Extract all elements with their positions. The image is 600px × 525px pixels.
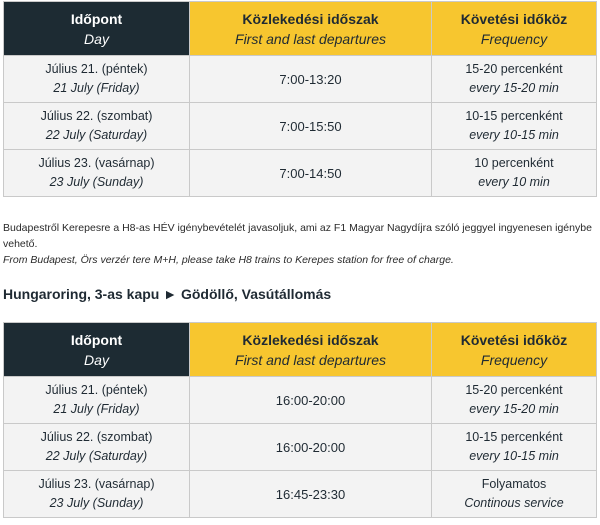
header-day-hu: Időpont xyxy=(70,10,123,27)
frequency-en: every 10-15 min xyxy=(469,449,559,463)
day-cell xyxy=(4,103,190,150)
day-en: 21 July (Friday) xyxy=(53,81,140,95)
day-cell xyxy=(4,377,190,424)
time-cell: 7:00-15:50 xyxy=(190,103,432,150)
frequency-hu: 10-15 percenként xyxy=(465,109,563,123)
frequency-hu: Folyamatos xyxy=(481,477,547,491)
route-heading: Hungaroring, 3-as kapu ► Gödöllő, Vasútállomás xyxy=(3,286,332,302)
frequency-hu: 15-20 percenként xyxy=(465,383,563,397)
header-day-hu: Időpont xyxy=(70,331,123,348)
frequency-en: every 15-20 min xyxy=(469,81,559,95)
day-hu: Július 23. (vasárnap) xyxy=(38,477,155,491)
time-cell: 16:45-23:30 xyxy=(190,471,432,518)
day-cell xyxy=(4,471,190,518)
day-cell xyxy=(4,56,190,103)
table-row xyxy=(4,471,597,518)
frequency-cell xyxy=(432,150,597,197)
time-cell: 7:00-14:50 xyxy=(190,150,432,197)
timetable-2 xyxy=(3,322,597,518)
frequency-hu: 15-20 percenként xyxy=(465,62,563,76)
header-period-hu: Közlekedési időszak xyxy=(242,331,379,348)
day-hu: Július 22. (szombat) xyxy=(40,430,153,444)
day-en: 21 July (Friday) xyxy=(53,402,140,416)
frequency-cell xyxy=(432,103,597,150)
table-row xyxy=(4,103,597,150)
frequency-en: every 10-15 min xyxy=(469,128,559,142)
header-day xyxy=(4,2,190,56)
frequency-hu: 10 percenként xyxy=(474,156,554,170)
table-header xyxy=(4,323,597,377)
header-period xyxy=(190,323,432,377)
frequency-cell xyxy=(432,56,597,103)
header-frequency-hu: Követési időköz xyxy=(460,331,568,348)
table-row xyxy=(4,424,597,471)
header-day-en: Day xyxy=(84,30,109,47)
timetable-1 xyxy=(3,1,597,197)
day-cell xyxy=(4,150,190,197)
time-cell: 16:00-20:00 xyxy=(190,424,432,471)
header-period-en: First and last departures xyxy=(235,30,386,47)
table-row xyxy=(4,56,597,103)
header-period-hu: Közlekedési időszak xyxy=(242,10,379,27)
day-en: 22 July (Saturday) xyxy=(45,449,148,463)
frequency-en: Continous service xyxy=(464,496,564,510)
day-hu: Július 23. (vasárnap) xyxy=(38,156,155,170)
header-frequency xyxy=(432,2,597,56)
table-row xyxy=(4,150,597,197)
table-header xyxy=(4,2,597,56)
time-cell: 16:00-20:00 xyxy=(190,377,432,424)
day-hu: Július 21. (péntek) xyxy=(45,62,148,76)
day-en: 23 July (Sunday) xyxy=(49,175,144,189)
frequency-cell xyxy=(432,471,597,518)
frequency-cell xyxy=(432,377,597,424)
frequency-cell xyxy=(432,424,597,471)
travel-note xyxy=(3,220,595,268)
header-day xyxy=(4,323,190,377)
table-row xyxy=(4,377,597,424)
header-frequency-en: Frequency xyxy=(480,351,548,368)
frequency-en: every 15-20 min xyxy=(469,402,559,416)
frequency-hu: 10-15 percenként xyxy=(465,430,563,444)
day-hu: Július 22. (szombat) xyxy=(40,109,153,123)
day-hu: Július 21. (péntek) xyxy=(45,383,148,397)
header-day-en: Day xyxy=(84,351,109,368)
day-en: 22 July (Saturday) xyxy=(45,128,148,142)
header-frequency-en: Frequency xyxy=(480,30,548,47)
day-cell xyxy=(4,424,190,471)
note-hu: Budapestről Kerepesre a H8-as HÉV igénybevételét javasoljuk, ami az F1 Magyar Nagydíjra szóló jeggyel ingyenesen igénybe vehető. xyxy=(3,222,592,250)
header-frequency-hu: Követési időköz xyxy=(460,10,568,27)
frequency-en: every 10 min xyxy=(478,175,550,189)
time-cell: 7:00-13:20 xyxy=(190,56,432,103)
header-frequency xyxy=(432,323,597,377)
day-en: 23 July (Sunday) xyxy=(49,496,144,510)
header-period xyxy=(190,2,432,56)
header-period-en: First and last departures xyxy=(235,351,386,368)
note-en: From Budapest, Örs verzér tere M+H, please take H8 trains to Kerepes station for free of charge. xyxy=(3,254,454,266)
